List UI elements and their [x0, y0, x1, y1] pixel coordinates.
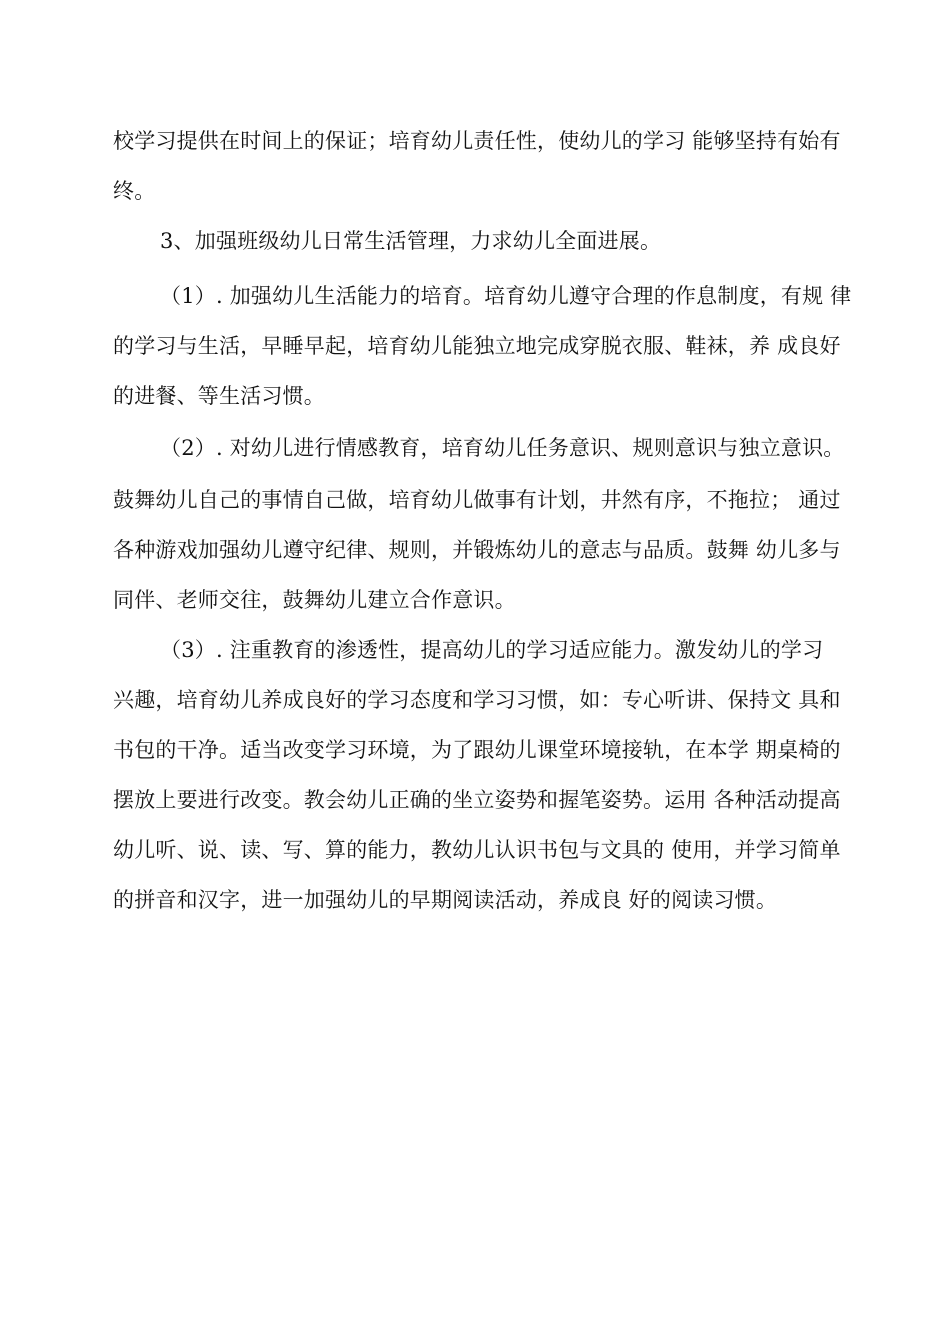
text-line-13: 书包的干净。适当改变学习环境，为了跟幼儿课堂环境接轨，在本学 期桌椅的 [113, 738, 841, 762]
text-line-9: 各种游戏加强幼儿遵守纪律、规则，并锻炼幼儿的意志与品质。鼓舞 幼儿多与 [113, 538, 841, 562]
text-line-2: 终。 [113, 179, 156, 203]
text-line-10: 同伴、老师交往，鼓舞幼儿建立合作意识。 [113, 588, 516, 612]
text-line-1: 校学习提供在时间上的保证；培育幼儿责任性，使幼儿的学习 能够坚持有始有 [113, 129, 841, 153]
text-line-4: （1）. 加强幼儿生活能力的培育。培育幼儿遵守合理的作息制度，有规 律 [160, 284, 852, 308]
text-line-14: 摆放上要进行改变。教会幼儿正确的坐立姿势和握笔姿势。运用 各种活动提高 [113, 788, 841, 812]
section-heading-3: 3、加强班级幼儿日常生活管理，力求幼儿全面进展。 [160, 229, 662, 253]
text-line-12: 兴趣，培育幼儿养成良好的学习态度和学习习惯，如：专心听讲、保持文 具和 [113, 688, 841, 712]
text-line-16: 的拼音和汉字，进一加强幼儿的早期阅读活动，养成良 好的阅读习惯。 [113, 888, 778, 912]
text-line-11: （3）. 注重教育的渗透性，提高幼儿的学习适应能力。激发幼儿的学习 [160, 638, 824, 662]
text-line-6: 的进餐、等生活习惯。 [113, 384, 325, 408]
text-line-7: （2）. 对幼儿进行情感教育，培育幼儿任务意识、规则意识与独立意识。 [160, 436, 845, 460]
text-line-8: 鼓舞幼儿自己的事情自己做，培育幼儿做事有计划，井然有序，不拖拉； 通过 [113, 488, 841, 512]
text-line-15: 幼儿听、说、读、写、算的能力，教幼儿认识书包与文具的 使用，并学习简单 [113, 838, 841, 862]
text-line-5: 的学习与生活，早睡早起，培育幼儿能独立地完成穿脱衣服、鞋袜，养 成良好 [113, 334, 841, 358]
